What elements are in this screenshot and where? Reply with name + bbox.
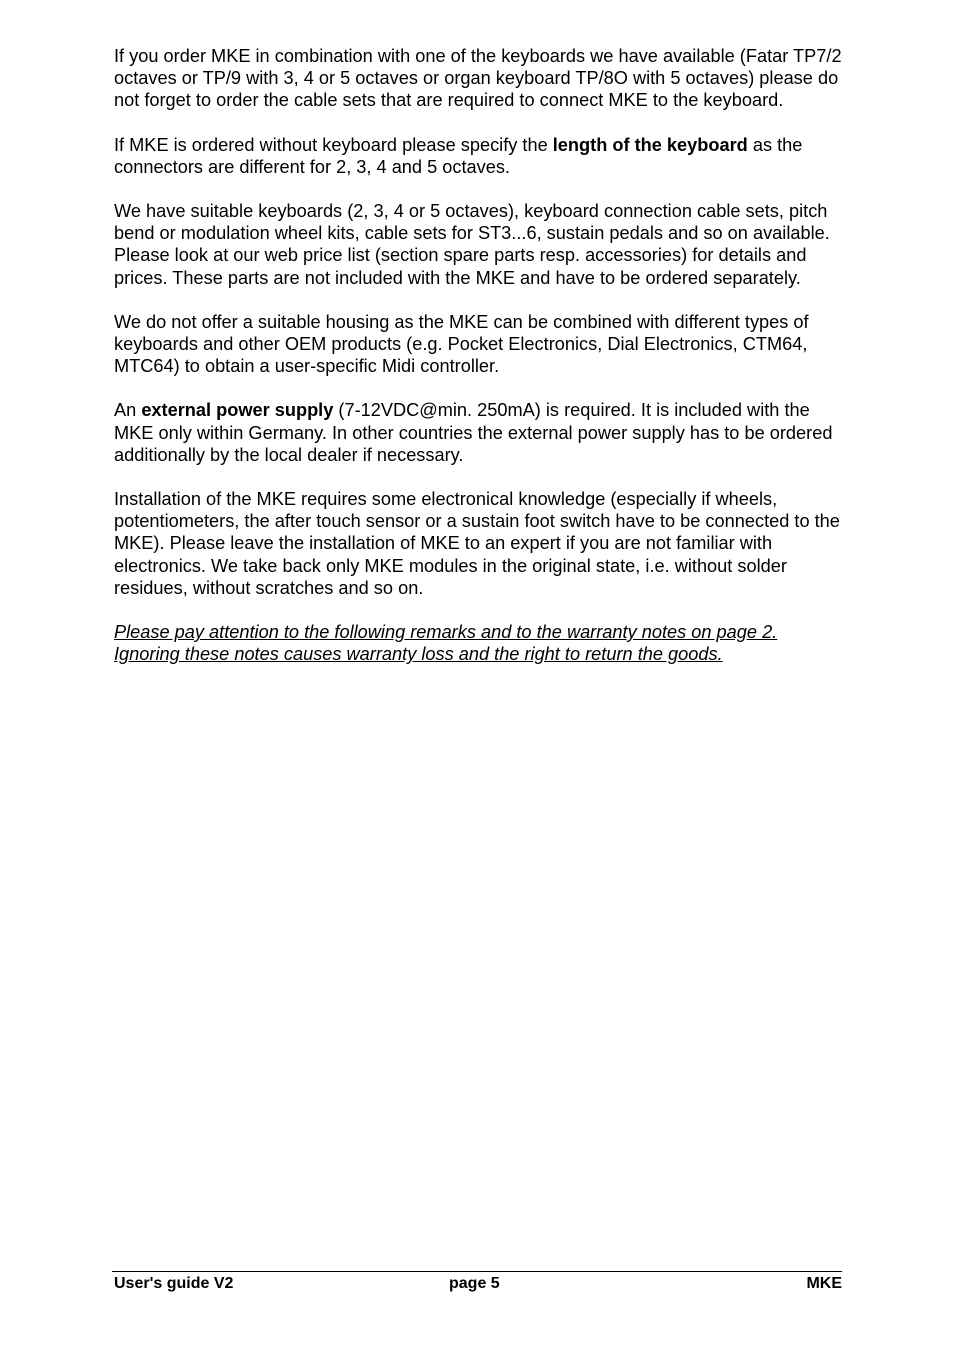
- bold-text: external power supply: [141, 400, 334, 421]
- footer-page-number: page 5: [449, 1275, 500, 1292]
- paragraph-text: If MKE is ordered without keyboard please specify the: [114, 134, 553, 155]
- page-footer: [112, 1271, 842, 1298]
- footer-guide-version: User's guide V2: [114, 1275, 234, 1292]
- bold-text: length of the keyboard: [552, 134, 748, 155]
- paragraph-housing: We do not offer a suitable housing as the MKE can be combined with different types of keyboards and other OEM products (e.g. Pocket Electronics, Dial Electronics, CTM64, MTC64) to obtain a user-specific Midi controller.: [114, 311, 809, 377]
- paragraph-installation: Installation of the MKE requires some electronical knowledge (especially if wheels, potentiometers, the after touch sensor or a sustain foot switch have to be connected to the MKE). Please leave the installation of MKE to an expert if you are not familiar with electronics. We take back only MKE modules in the original state, i.e. without solder residues, without scratches and so on.: [114, 489, 840, 598]
- paragraph-text: An: [114, 400, 142, 421]
- paragraph-keyboard-length: [114, 134, 842, 178]
- paragraph-text: as the connectors are different for 2, 3, 4 and 5 octaves.: [114, 134, 803, 177]
- paragraph-power-supply: [114, 399, 842, 466]
- paragraph-keyboard-cables: If you order MKE in combination with one of the keyboards we have available (Fatar TP7/2 octaves or TP/9 with 3, 4 or 5 octaves or organ keyboard TP/8O with 5 octaves) please do not forget to order the cable sets that are required to connect MKE to the keyboard.: [114, 46, 842, 111]
- page-body: [114, 45, 842, 665]
- footer-product-name: MKE: [806, 1275, 842, 1292]
- paragraph-text: (7-12VDC@min. 250mA) is required. It is included with the MKE only within Germany. In other countries the external power supply has to be ordered additionally by the local dealer if necessary.: [114, 400, 833, 465]
- warranty-note: Please pay attention to the following remarks and to the warranty notes on page 2. Ignoring these notes causes warranty loss and the right to return the goods.: [114, 622, 778, 665]
- paragraph-accessories: We have suitable keyboards (2, 3, 4 or 5 octaves), keyboard connection cable sets, pitch bend or modulation wheel kits, cable sets for ST3...6, sustain pedals and so on available. Please look at our web price list (section spare parts resp. accessories) for details and prices. These parts are not included with the MKE and have to be ordered separately.: [114, 201, 830, 288]
